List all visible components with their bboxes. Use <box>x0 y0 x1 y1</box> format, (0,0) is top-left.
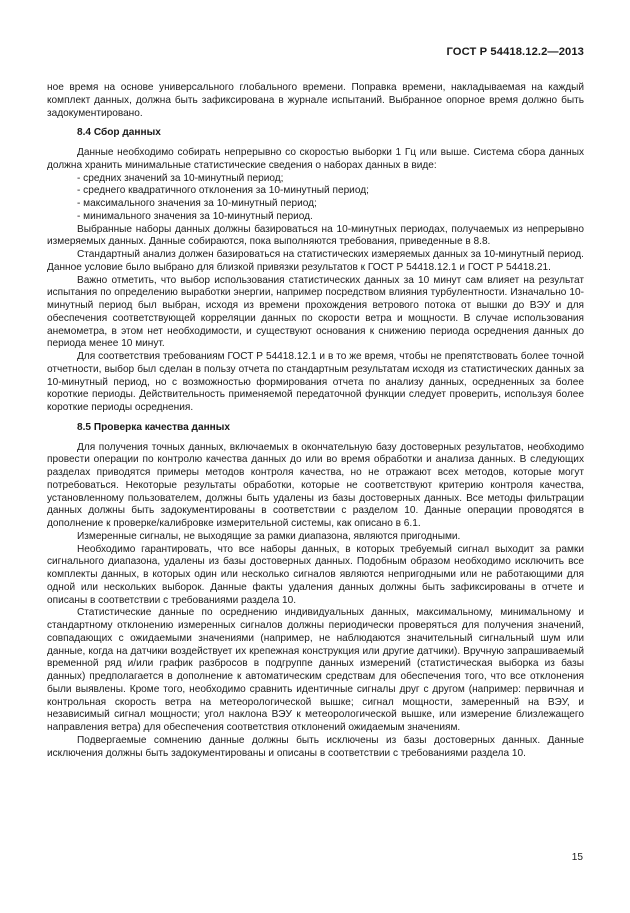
page-number: 15 <box>571 852 583 863</box>
section-8-4-title: 8.4 Сбор данных <box>77 127 161 139</box>
paragraph: Измеренные сигналы, не выходящие за рамки диапазона, являются пригодными. <box>77 530 461 542</box>
list-item: - максимального значения за 10-минутный период; <box>77 198 317 209</box>
paragraph: Статистические данные по осреднению индивидуальных данных, максимальному, минимальному и стандартному отклонению измеренных сигналов должны периодически проверяться для получения значений, совпадающих с ожидаемыми значениями (например, не наблюдаются значительный сигнальный шум или данные, когда на датчики воздействует их крепежная конструкция или другие датчики). Вручную запрашиваемый временной ряд и/или график разбросов в подгруппе данных измерений (статистическая выборка из базы данных) предполагается в дополнение к автоматическим средствам для обеспечения того, что все отклонения были выявлены. Кроме того, необходимо сравнить идентичные сигналы друг с другом (например: первичная и контрольная скорость ветра на метеорологической вышке; сигнал мощности, замеренный на ВЭУ, и независимый сигнал мощности; угол наклона ВЭУ к метеорологической вышке, или измерение близлежащего направления ветра) для обеспечения соответствия отклонений ожидаемым значениям. <box>47 607 584 733</box>
paragraph: Подвергаемые сомнению данные должны быть исключены из базы достоверных данных. Данные исключения должны быть задокументированы и описаны в соответствии с требованиями раздела 10. <box>47 734 584 759</box>
paragraph: Важно отметить, что выбор использования статистических данных за 10 минут сам влияет на результат испытания по определению выработки энергии, например посредством влияния турбулентности. Изначально 10-минутный период был выбран, исходя из времени прохождения ветрового потока от вышки до ВЭУ и для обеспечения соответствующей корреляции данных по скорости ветра и мощности. В случае использования анемометра, в этом нет необходимости, и существуют основания к снижению периода осреднения данных до периода менее 10 минут. <box>47 274 584 350</box>
document-header: ГОСТ Р 54418.12.2—2013 <box>446 46 584 58</box>
section-8-5-title: 8.5 Проверка качества данных <box>77 421 230 433</box>
paragraph: Данные необходимо собирать непрерывно со скоростью выборки 1 Гц или выше. Система сбора данных должна хранить минимальные статистические сведения о наборах данных в виде: <box>47 147 584 171</box>
intro-paragraph: ное время на основе универсального глобального времени. Поправка времени, накладываемая на каждый комплект данных, должна быть зафиксирована в журнале испытаний. Выбранное опорное время должно быть задокументировано. <box>47 82 584 119</box>
paragraph: Стандартный анализ должен базироваться на статистических измеряемых данных за 10-минутный период. Данное условие было выбрано для близкой привязки результатов к ГОСТ Р 54418.12.1 и ГОСТ Р 54418.21. <box>47 249 584 273</box>
paragraph: Выбранные наборы данных должны базироваться на 10-минутных периодах, получаемых из непрерывно измеряемых данных. Данные собираются, пока выполняются требования, приведенные в 8.8. <box>47 223 584 248</box>
document-page <box>47 45 584 760</box>
list-item: - среднего квадратичного отклонения за 10-минутный период; <box>77 185 369 197</box>
list-item: - средних значений за 10-минутный период; <box>77 172 284 184</box>
paragraph: Необходимо гарантировать, что все наборы данных, в которых требуемый сигнал выходит за рамки сигнального диапазона, удалены из базы достоверных данных. Подобным образом необходимо исключить все комплекты данных, в которых один или несколько сигналов являются непригодными или не работающими для одной или нескольких выборок. Данные факты удаления данных должны быть зафиксированы в отчете и описаны в соответствии с требованиями раздела 10. <box>47 543 584 606</box>
paragraph: Для соответствия требованиям ГОСТ Р 54418.12.1 и в то же время, чтобы не препятствовать более точной отчетности, выбор был сделан в пользу отчета по стандартным результатам исходя из статистических данных за 10-минутный период, но с возможностью формирования отчета по анализу данных, осредненных за более короткие периоды. Действительность применяемой передаточной функции следует проверить, используя более короткие периоды осреднения. <box>47 351 584 413</box>
list-item: - минимального значения за 10-минутный период. <box>77 210 313 222</box>
paragraph: Для получения точных данных, включаемых в окончательную базу достоверных результатов, необходимо провести операции по контролю качества данных до или во время обработки и анализа данных. В следующих разделах приводятся примеры методов контроля качества, но не отражают всех методов, которые могут потребоваться. Некоторые результаты обработки, которые не соответствуют критерию контроля качества, установленному пользователем, должны быть удалены из базы достоверных данных. Все методы фильтрации данных должны быть задокументированы в соответствии с разделом 10. Данные операции проводятся в дополнение к проверке/калибровке измерительной системы, как описано в 6.1. <box>47 441 584 529</box>
